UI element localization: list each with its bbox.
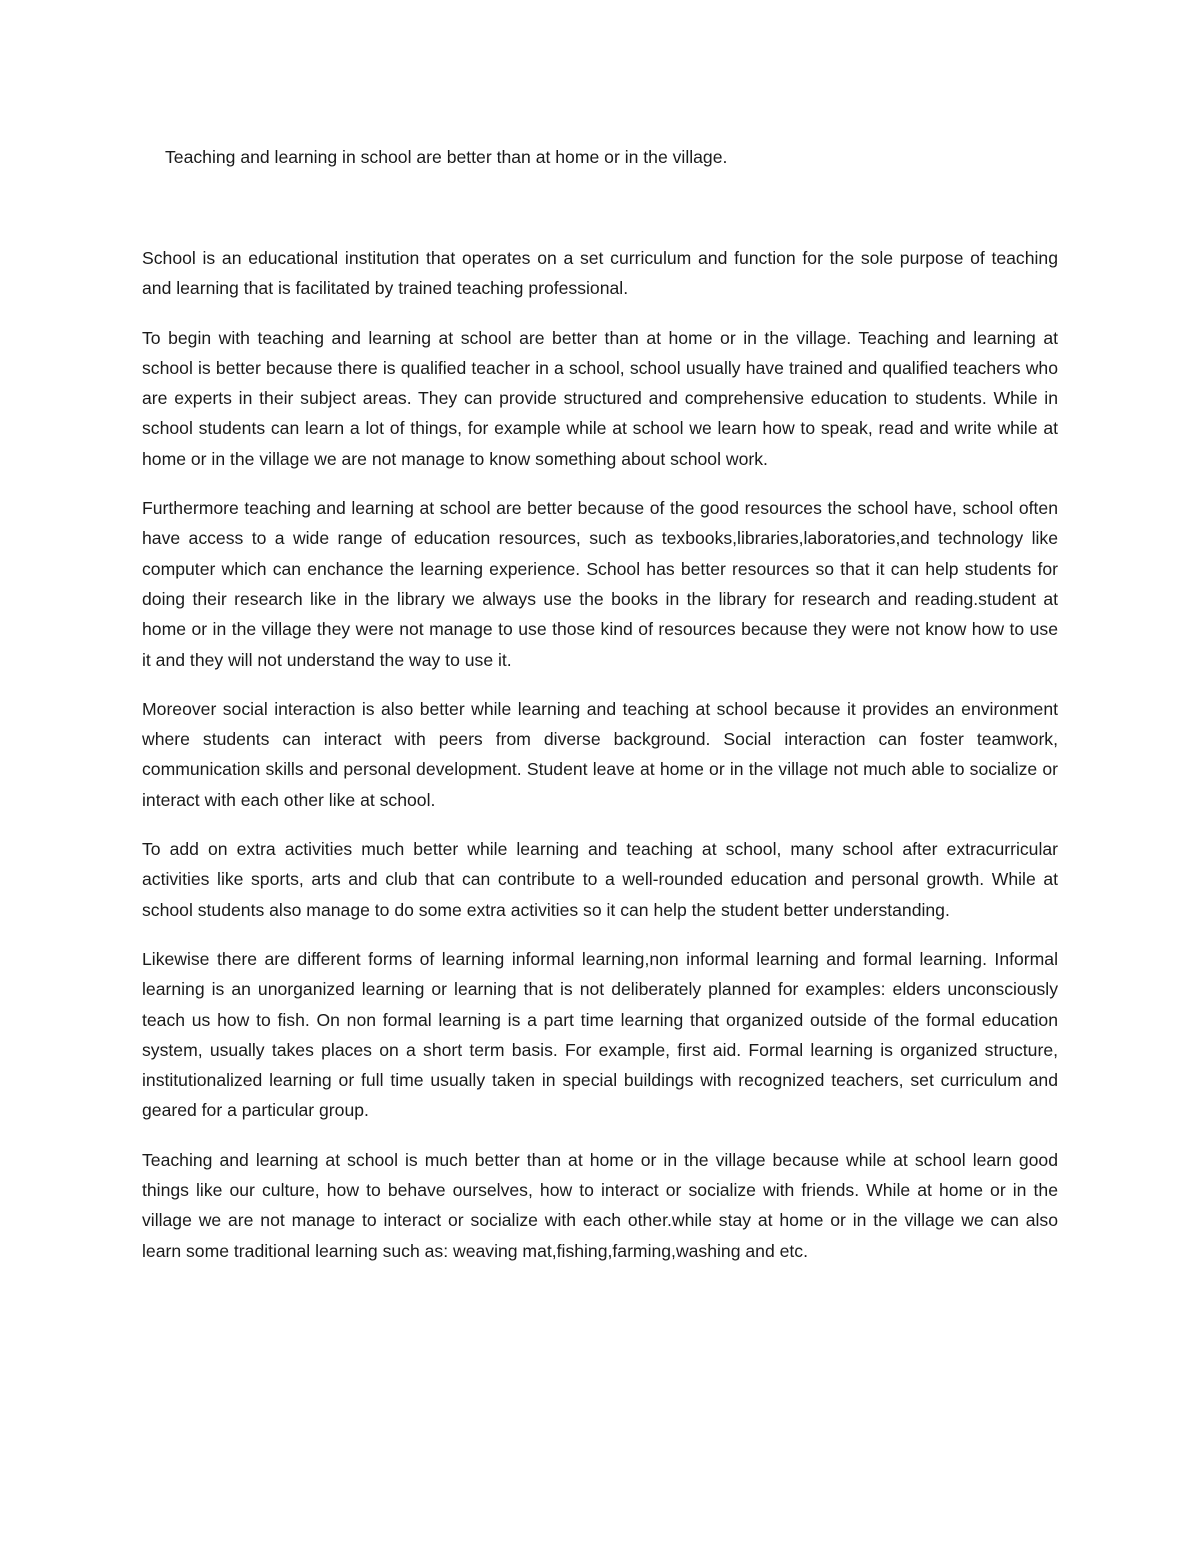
paragraph-5: To add on extra activities much better while learning and teaching at school, many school after extracurricular activities like sports, arts and club that can contribute to a well-rounded education and personal growth. While at school students also manage to do some extra activities so it can help the student better understanding. — [142, 839, 1058, 920]
paragraph-3: Furthermore teaching and learning at school are better because of the good resources the school have, school often have access to a wide range of education resources, such as texbooks,libraries,laboratories,and technology like computer which can enchance the learning experience. School has better resources so that it can help students for doing their research like in the library we always use the books in the library for research and reading.student at home or in the village they were not manage to use those kind of resources because they were not know how to use it and they will not understand the way to use it. — [142, 498, 1058, 670]
paragraph-1: School is an educational institution that operates on a set curriculum and function for the sole purpose of teaching and learning that is facilitated by trained teaching professional. — [142, 248, 1058, 299]
paragraph-7: Teaching and learning at school is much better than at home or in the village because while at school learn good things like our culture, how to behave ourselves, how to interact or socialize with friends. While at home or in the village we are not manage to interact or socialize with each other.while stay at home or in the village we can also learn some traditional learning such as: weaving mat,fishing,farming,washing and etc. — [142, 1149, 1058, 1261]
paragraph-6: Likewise there are different forms of learning informal learning,non informal learning and formal learning. Informal learning is an unorganized learning or learning that is not deliberately planned for examples: elders unconsciously teach us how to fish. On non formal learning is a part time learning that organized outside of the formal education system, usually takes places on a short term basis. For example, first aid. Formal learning is organized structure, institutionalized learning or full time usually taken in special buildings with recognized teachers, set curriculum and geared for a particular group. — [142, 948, 1058, 1121]
document-title: Teaching and learning in school are better than at home or in the village. — [165, 147, 728, 167]
paragraph-2: To begin with teaching and learning at school are better than at home or in the village. Teaching and learning at school is better because there is qualified teacher in a school, school usually have trained and qualified teachers who are experts in their subject areas. They can provide structured and comprehensive education to students. While in school students can learn a lot of things, for example while at school we learn how to speak, read and write while at home or in the village we are not manage to know something about school work. — [142, 327, 1058, 469]
document-body — [142, 243, 1058, 1285]
paragraph-4: Moreover social interaction is also better while learning and teaching at school because it provides an environment where students can interact with peers from diverse background. Social interaction can foster teamwork, communication skills and personal development. Student leave at home or in the village not much able to socialize or interact with each other like at school. — [142, 698, 1058, 810]
